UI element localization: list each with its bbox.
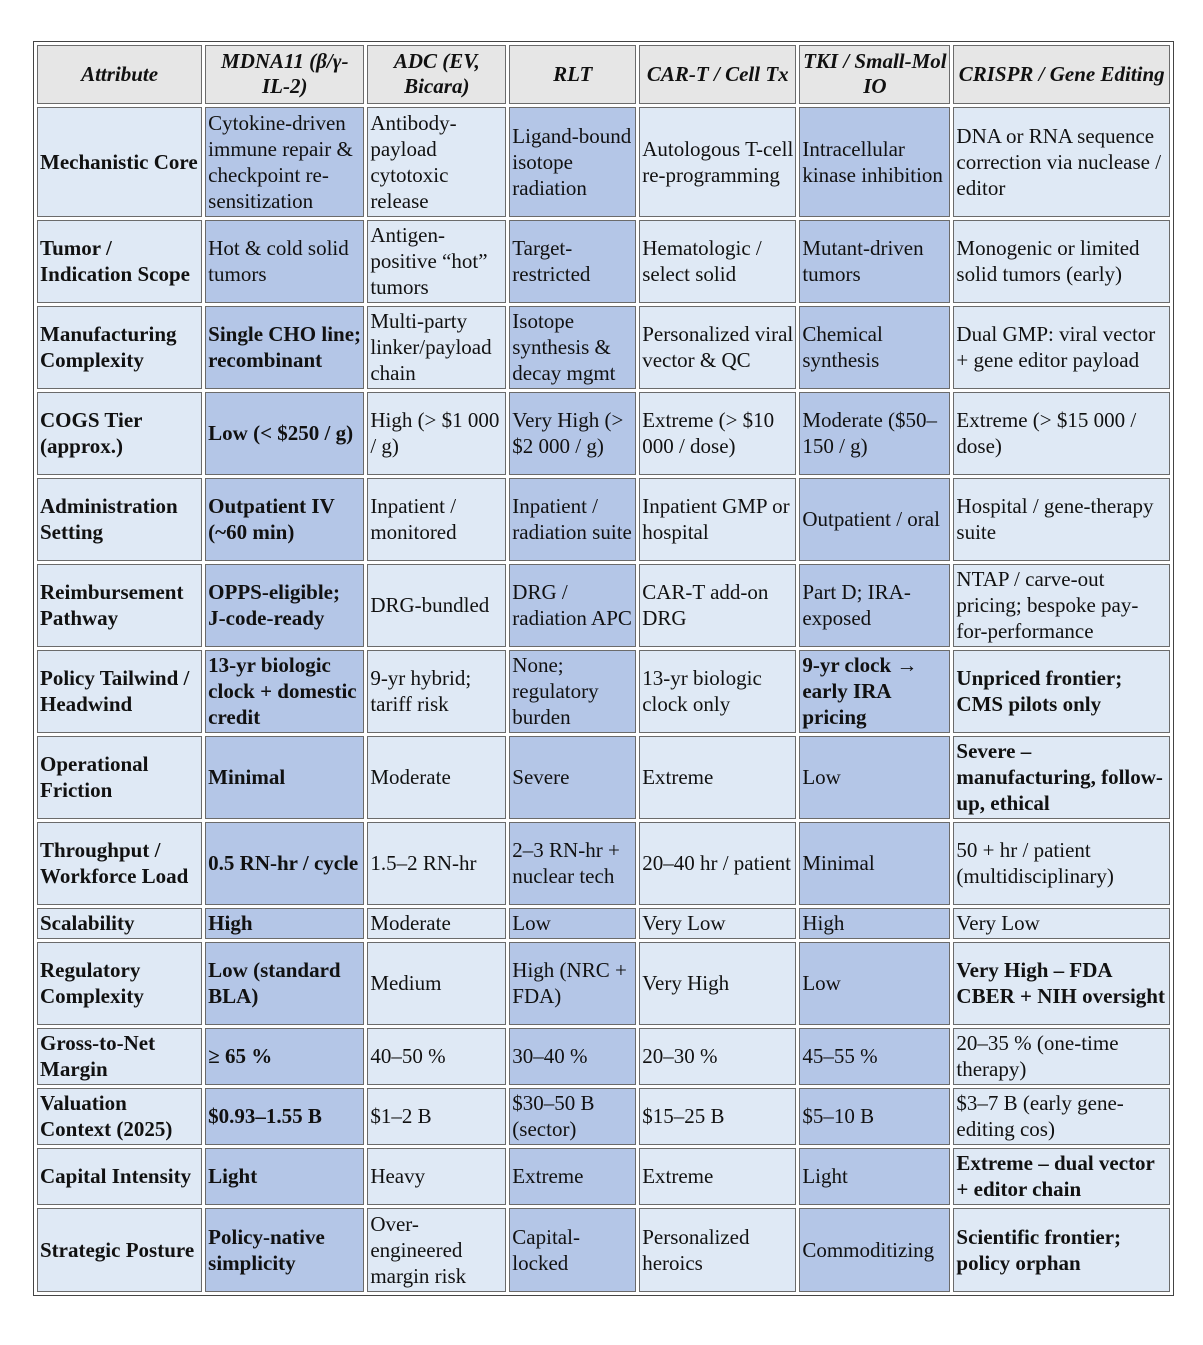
- cell-adc: 40–50 %: [367, 1028, 506, 1085]
- cell-car-t: Extreme: [639, 1148, 796, 1205]
- cell-car-t: 20–40 hr / patient: [639, 822, 796, 905]
- cell-rlt: Target-restricted: [509, 220, 636, 303]
- attribute-cell: Reimbursement Pathway: [37, 564, 202, 647]
- cell-tki: Moderate ($50–150 / g): [799, 392, 950, 475]
- cell-mdna11: Cytokine-driven immune repair & checkpoint re-sensitization: [205, 107, 364, 217]
- cell-crispr: Very Low: [953, 908, 1170, 939]
- table-row: [37, 1208, 1170, 1292]
- comparison-table: [33, 41, 1174, 1296]
- cell-mdna11: Hot & cold solid tumors: [205, 220, 364, 303]
- table-row: [37, 1148, 1170, 1205]
- cell-crispr: Hospital / gene-therapy suite: [953, 478, 1170, 561]
- cell-car-t: CAR-T add-on DRG: [639, 564, 796, 647]
- cell-tki: $5–10 B: [799, 1088, 950, 1145]
- header-adc: ADC (EV, Bicara): [367, 45, 506, 104]
- cell-adc: 9-yr hybrid; tariff risk: [367, 650, 506, 733]
- table-row: [37, 822, 1170, 905]
- attribute-cell: Valuation Context (2025): [37, 1088, 202, 1145]
- cell-crispr: Unpriced frontier; CMS pilots only: [953, 650, 1170, 733]
- cell-rlt: DRG / radiation APC: [509, 564, 636, 647]
- cell-car-t: 13-yr biologic clock only: [639, 650, 796, 733]
- cell-mdna11: Low (< $250 / g): [205, 392, 364, 475]
- cell-car-t: $15–25 B: [639, 1088, 796, 1145]
- header-car-t: CAR-T / Cell Tx: [639, 45, 796, 104]
- cell-adc: Antibody-payload cytotoxic release: [367, 107, 506, 217]
- cell-tki: High: [799, 908, 950, 939]
- cell-crispr: Very High – FDA CBER + NIH oversight: [953, 942, 1170, 1025]
- cell-mdna11: High: [205, 908, 364, 939]
- cell-crispr: DNA or RNA sequence correction via nuclease / editor: [953, 107, 1170, 217]
- table-row: [37, 736, 1170, 819]
- cell-tki: Low: [799, 942, 950, 1025]
- attribute-cell: Operational Friction: [37, 736, 202, 819]
- attribute-cell: Mechanistic Core: [37, 107, 202, 217]
- cell-tki: Mutant-driven tumors: [799, 220, 950, 303]
- cell-car-t: Very High: [639, 942, 796, 1025]
- attribute-cell: Administration Setting: [37, 478, 202, 561]
- header-tki: TKI / Small-Mol IO: [799, 45, 950, 104]
- cell-adc: DRG-bundled: [367, 564, 506, 647]
- cell-crispr: Extreme (> $15 000 / dose): [953, 392, 1170, 475]
- cell-tki: Intracellular kinase inhibition: [799, 107, 950, 217]
- table-body: [37, 107, 1170, 1292]
- cell-rlt: Low: [509, 908, 636, 939]
- cell-adc: Antigen-positive “hot” tumors: [367, 220, 506, 303]
- cell-adc: Multi-party linker/payload chain: [367, 306, 506, 389]
- cell-crispr: Severe – manufacturing, follow-up, ethical: [953, 736, 1170, 819]
- attribute-cell: Gross-to-Net Margin: [37, 1028, 202, 1085]
- table-row: [37, 564, 1170, 647]
- cell-rlt: Capital-locked: [509, 1208, 636, 1292]
- cell-rlt: 30–40 %: [509, 1028, 636, 1085]
- header-crispr: CRISPR / Gene Editing: [953, 45, 1170, 104]
- table-row: [37, 908, 1170, 939]
- cell-tki: 45–55 %: [799, 1028, 950, 1085]
- cell-mdna11: Single CHO line; recombinant: [205, 306, 364, 389]
- cell-rlt: $30–50 B (sector): [509, 1088, 636, 1145]
- cell-car-t: Autologous T-cell re-programming: [639, 107, 796, 217]
- cell-adc: Moderate: [367, 736, 506, 819]
- cell-car-t: Extreme: [639, 736, 796, 819]
- cell-adc: $1–2 B: [367, 1088, 506, 1145]
- attribute-cell: Regulatory Complexity: [37, 942, 202, 1025]
- cell-mdna11: Outpatient IV (~60 min): [205, 478, 364, 561]
- cell-mdna11: $0.93–1.55 B: [205, 1088, 364, 1145]
- cell-mdna11: 0.5 RN-hr / cycle: [205, 822, 364, 905]
- table-row: [37, 1028, 1170, 1085]
- table-row: [37, 650, 1170, 733]
- cell-rlt: High (NRC + FDA): [509, 942, 636, 1025]
- header-row: [37, 45, 1170, 104]
- cell-tki: Part D; IRA-exposed: [799, 564, 950, 647]
- cell-adc: Moderate: [367, 908, 506, 939]
- table-row: [37, 478, 1170, 561]
- cell-adc: 1.5–2 RN-hr: [367, 822, 506, 905]
- cell-crispr: Extreme – dual vector + editor chain: [953, 1148, 1170, 1205]
- cell-crispr: 20–35 % (one-time therapy): [953, 1028, 1170, 1085]
- cell-car-t: Very Low: [639, 908, 796, 939]
- table-row: [37, 1088, 1170, 1145]
- attribute-cell: COGS Tier (approx.): [37, 392, 202, 475]
- cell-adc: High (> $1 000 / g): [367, 392, 506, 475]
- cell-crispr: $3–7 B (early gene-editing cos): [953, 1088, 1170, 1145]
- cell-mdna11: OPPS-eligible; J-code-ready: [205, 564, 364, 647]
- cell-rlt: Inpatient / radiation suite: [509, 478, 636, 561]
- cell-tki: Outpatient / oral: [799, 478, 950, 561]
- cell-mdna11: Light: [205, 1148, 364, 1205]
- cell-mdna11: Low (standard BLA): [205, 942, 364, 1025]
- cell-car-t: Inpatient GMP or hospital: [639, 478, 796, 561]
- header-mdna11: MDNA11 (β/γ-IL-2): [205, 45, 364, 104]
- cell-tki: Minimal: [799, 822, 950, 905]
- cell-adc: Inpatient / monitored: [367, 478, 506, 561]
- cell-adc: Medium: [367, 942, 506, 1025]
- table-row: [37, 220, 1170, 303]
- cell-car-t: Personalized viral vector & QC: [639, 306, 796, 389]
- cell-tki: 9-yr clock → early IRA pricing: [799, 650, 950, 733]
- cell-rlt: Severe: [509, 736, 636, 819]
- attribute-cell: Strategic Posture: [37, 1208, 202, 1292]
- table-row: [37, 107, 1170, 217]
- cell-mdna11: Minimal: [205, 736, 364, 819]
- cell-crispr: NTAP / carve-out pricing; bespoke pay-for-performance: [953, 564, 1170, 647]
- cell-rlt: Very High (> $2 000 / g): [509, 392, 636, 475]
- cell-tki: Low: [799, 736, 950, 819]
- cell-tki: Commoditizing: [799, 1208, 950, 1292]
- cell-car-t: Extreme (> $10 000 / dose): [639, 392, 796, 475]
- attribute-cell: Scalability: [37, 908, 202, 939]
- cell-tki: Light: [799, 1148, 950, 1205]
- attribute-cell: Manufacturing Complexity: [37, 306, 202, 389]
- attribute-cell: Tumor / Indication Scope: [37, 220, 202, 303]
- cell-rlt: Extreme: [509, 1148, 636, 1205]
- table-row: [37, 392, 1170, 475]
- table-row: [37, 942, 1170, 1025]
- attribute-cell: Policy Tailwind / Headwind: [37, 650, 202, 733]
- cell-rlt: Ligand-bound isotope radiation: [509, 107, 636, 217]
- cell-crispr: Monogenic or limited solid tumors (early): [953, 220, 1170, 303]
- cell-mdna11: ≥ 65 %: [205, 1028, 364, 1085]
- header-attribute: Attribute: [37, 45, 202, 104]
- cell-crispr: Dual GMP: viral vector + gene editor payload: [953, 306, 1170, 389]
- cell-adc: Heavy: [367, 1148, 506, 1205]
- cell-car-t: 20–30 %: [639, 1028, 796, 1085]
- cell-tki: Chemical synthesis: [799, 306, 950, 389]
- cell-crispr: Scientific frontier; policy orphan: [953, 1208, 1170, 1292]
- cell-mdna11: 13-yr biologic clock + domestic credit: [205, 650, 364, 733]
- table-row: [37, 306, 1170, 389]
- attribute-cell: Throughput / Workforce Load: [37, 822, 202, 905]
- header-rlt: RLT: [509, 45, 636, 104]
- cell-car-t: Personalized heroics: [639, 1208, 796, 1292]
- cell-car-t: Hematologic / select solid: [639, 220, 796, 303]
- cell-rlt: Isotope synthesis & decay mgmt: [509, 306, 636, 389]
- comparison-table-container: [33, 41, 1174, 1296]
- cell-adc: Over-engineered margin risk: [367, 1208, 506, 1292]
- cell-rlt: 2–3 RN-hr + nuclear tech: [509, 822, 636, 905]
- cell-crispr: 50 + hr / patient (multidisciplinary): [953, 822, 1170, 905]
- cell-rlt: None; regulatory burden: [509, 650, 636, 733]
- cell-mdna11: Policy-native simplicity: [205, 1208, 364, 1292]
- attribute-cell: Capital Intensity: [37, 1148, 202, 1205]
